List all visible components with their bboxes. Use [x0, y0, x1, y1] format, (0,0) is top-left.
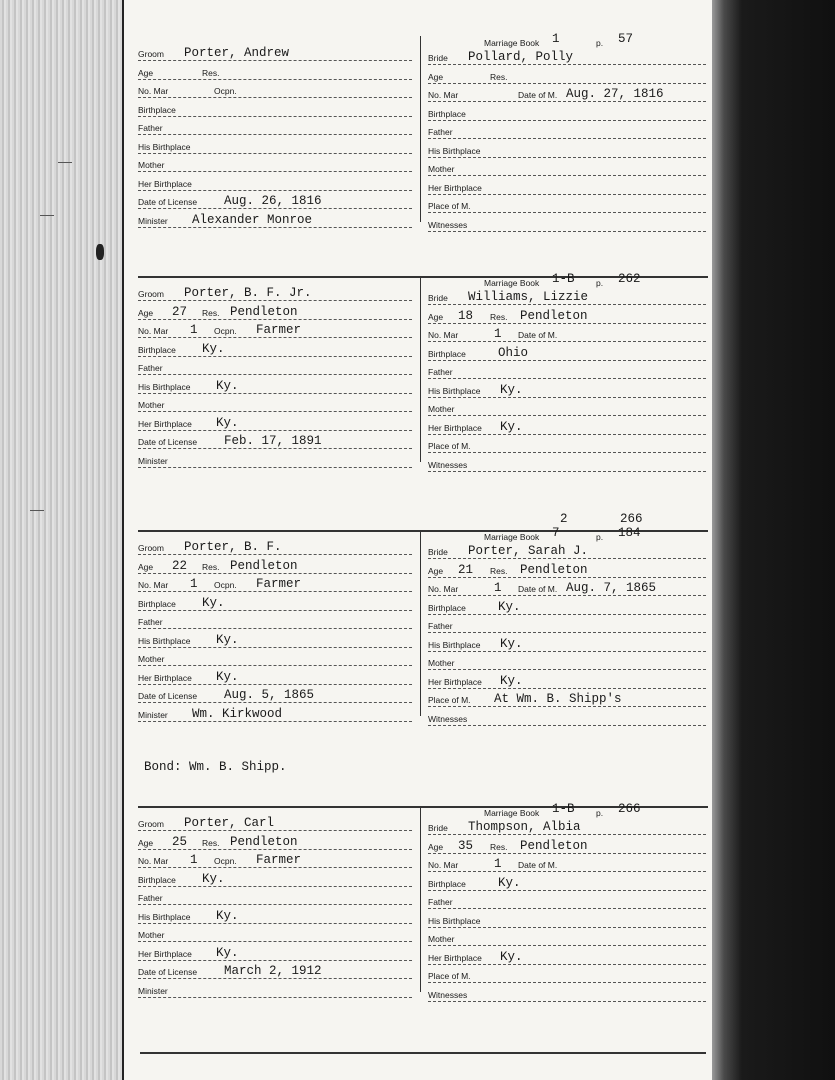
groom-father-field	[138, 360, 412, 375]
bride-father-field-label: Father	[428, 621, 453, 631]
bride-name-field-value: Pollard, Polly	[468, 50, 574, 64]
bride-date-of-m-label: Date of M.	[518, 584, 558, 594]
marriage-book-ref	[484, 808, 539, 818]
groom-birthplace-field-value: Ky.	[202, 871, 225, 886]
bride-witnesses-field-label: Witnesses	[428, 713, 468, 724]
bride-her-birthplace-field	[428, 674, 706, 689]
bride-name-field-label: Bride	[428, 293, 448, 303]
groom-his-birthplace-field-value: Ky.	[216, 908, 239, 923]
bride-name-field-value: Williams, Lizzie	[468, 290, 589, 304]
groom-her-birthplace-field	[138, 946, 412, 961]
groom-father-field-label: Father	[138, 893, 163, 903]
bride-birthplace-field-label: Birthplace	[428, 348, 466, 359]
bride-place-of-m-field-label: Place of M.	[428, 201, 471, 211]
groom-no-mar-field-label: No. Mar	[138, 326, 169, 336]
bride-no-mar-field-label: No. Mar	[428, 90, 459, 100]
bride-his-birthplace-field-label: His Birthplace	[428, 145, 481, 156]
groom-father-field-label: Father	[138, 123, 163, 133]
page-label: p.	[596, 532, 604, 542]
bride-birthplace-field-label: Birthplace	[428, 602, 466, 613]
bride-name-field	[428, 290, 706, 305]
groom-date-of-license-field-label: Date of License	[138, 967, 198, 977]
page-label: p.	[596, 278, 604, 288]
groom-her-birthplace-field-label: Her Birthplace	[138, 418, 192, 429]
groom-her-birthplace-field	[138, 176, 412, 191]
groom-name-field-label: Groom	[138, 819, 164, 829]
groom-his-birthplace-field-label: His Birthplace	[138, 911, 191, 922]
bride-age-field-label: Age	[428, 841, 444, 852]
bride-her-birthplace-field	[428, 420, 706, 435]
groom-his-birthplace-field-value: Ky.	[216, 632, 239, 647]
groom-date-of-license-field-label: Date of License	[138, 437, 198, 447]
groom-date-of-license-field-value: Feb. 17, 1891	[224, 434, 322, 448]
bride-mother-field-label: Mother	[428, 164, 455, 174]
bride-witnesses-field	[428, 217, 706, 232]
groom-name-field-value: Porter, Andrew	[184, 46, 290, 60]
bride-res-value: Pendleton	[520, 838, 588, 853]
groom-res-value: Pendleton	[230, 834, 298, 849]
bride-his-birthplace-field-label: His Birthplace	[428, 385, 481, 396]
card-divider	[420, 530, 421, 716]
marriage-book-label: Marriage Book	[484, 808, 540, 818]
groom-birthplace-field	[138, 342, 412, 357]
bride-name-field	[428, 820, 706, 835]
bride-father-field-label: Father	[428, 127, 453, 137]
bride-age-field	[428, 309, 706, 324]
groom-no-mar-field-label: No. Mar	[138, 86, 169, 96]
bride-date-of-m-value: Aug. 27, 1816	[566, 87, 664, 101]
groom-age-field	[138, 835, 412, 850]
groom-birthplace-field	[138, 596, 412, 611]
groom-birthplace-field-label: Birthplace	[138, 874, 176, 885]
groom-birthplace-field	[138, 872, 412, 887]
groom-his-birthplace-field	[138, 139, 412, 154]
groom-mother-field	[138, 651, 412, 666]
bride-witnesses-field	[428, 711, 706, 726]
groom-her-birthplace-field	[138, 670, 412, 685]
marriage-record-card	[138, 512, 710, 730]
groom-name-field	[138, 286, 412, 301]
bride-her-birthplace-field-label: Her Birthplace	[428, 422, 482, 433]
bride-age-field	[428, 563, 706, 578]
bride-date-of-m-value: Aug. 7, 1865	[566, 581, 657, 595]
bride-witnesses-field	[428, 987, 706, 1002]
bride-her-birthplace-field-label: Her Birthplace	[428, 952, 482, 963]
bride-name-field-value: Thompson, Albia	[468, 820, 581, 834]
groom-father-field	[138, 120, 412, 135]
groom-birthplace-field-label: Birthplace	[138, 598, 176, 609]
bride-place-of-m-field-value: At Wm. B. Shipp's	[494, 692, 622, 706]
bride-place-of-m-field	[428, 692, 706, 707]
bride-place-of-m-field-label: Place of M.	[428, 695, 471, 705]
marriage-book-label: Marriage Book	[484, 278, 540, 288]
bride-res-label: Res.	[490, 565, 508, 576]
groom-res-label: Res.	[202, 561, 220, 572]
groom-mother-field-label: Mother	[138, 160, 165, 170]
margin-mark	[30, 510, 44, 511]
bride-father-field	[428, 124, 706, 139]
card-divider	[420, 276, 421, 462]
bride-date-of-m-label: Date of M.	[518, 330, 558, 340]
groom-no-mar-field-value: 1	[190, 577, 198, 591]
bride-her-birthplace-field-value: Ky.	[500, 673, 523, 688]
groom-mother-field-label: Mother	[138, 930, 165, 940]
margin-mark	[58, 162, 72, 163]
page-label: p.	[596, 38, 604, 48]
bride-his-birthplace-field	[428, 637, 706, 652]
marriage-book-number: 1-B	[552, 272, 575, 286]
bride-no-mar-field-label: No. Mar	[428, 330, 459, 340]
bride-birthplace-field	[428, 346, 706, 361]
bride-age-field-value: 18	[458, 308, 474, 323]
groom-birthplace-field	[138, 102, 412, 117]
groom-age-field-label: Age	[138, 837, 154, 848]
bond-note: Bond: Wm. B. Shipp.	[144, 760, 287, 774]
marriage-book-ref	[484, 278, 539, 288]
bride-father-field-label: Father	[428, 897, 453, 907]
marriage-book-label: Marriage Book	[484, 38, 540, 48]
bride-place-of-m-field-label: Place of M.	[428, 971, 471, 981]
groom-age-field-value: 22	[172, 558, 188, 573]
groom-res-value: Pendleton	[230, 304, 298, 319]
groom-date-of-license-field-label: Date of License	[138, 197, 198, 207]
bride-no-mar-field-label: No. Mar	[428, 584, 459, 594]
groom-age-field	[138, 65, 412, 80]
groom-minister-field	[138, 213, 412, 228]
bride-birthplace-field-label: Birthplace	[428, 108, 466, 119]
groom-mother-field-label: Mother	[138, 400, 165, 410]
page-number: 57	[618, 32, 634, 46]
groom-father-field-label: Father	[138, 363, 163, 373]
bride-birthplace-field	[428, 106, 706, 121]
groom-date-of-license-field	[138, 688, 412, 703]
groom-father-field	[138, 890, 412, 905]
bride-birthplace-field-value: Ky.	[498, 599, 521, 614]
bride-his-birthplace-field	[428, 383, 706, 398]
groom-his-birthplace-field-label: His Birthplace	[138, 141, 191, 152]
groom-date-of-license-field-value: Aug. 26, 1816	[224, 194, 322, 208]
bride-father-field-label: Father	[428, 367, 453, 377]
bride-mother-field	[428, 931, 706, 946]
groom-ocpn-label: Ocpn.	[214, 856, 237, 866]
groom-her-birthplace-field-value: Ky.	[216, 669, 239, 684]
bride-her-birthplace-field	[428, 950, 706, 965]
bride-no-mar-field-value: 1	[494, 327, 502, 341]
bride-father-field	[428, 364, 706, 379]
groom-name-field	[138, 540, 412, 555]
groom-date-of-license-field	[138, 964, 412, 979]
groom-age-field-label: Age	[138, 561, 154, 572]
groom-ocpn-label: Ocpn.	[214, 86, 237, 96]
groom-res-label: Res.	[202, 837, 220, 848]
bride-his-birthplace-field	[428, 143, 706, 158]
groom-her-birthplace-field-value: Ky.	[216, 415, 239, 430]
bride-name-field-label: Bride	[428, 53, 448, 63]
groom-mother-field-label: Mother	[138, 654, 165, 664]
bride-father-field	[428, 618, 706, 633]
bride-her-birthplace-field-value: Ky.	[500, 949, 523, 964]
groom-mother-field	[138, 927, 412, 942]
groom-her-birthplace-field	[138, 416, 412, 431]
groom-his-birthplace-field-value: Ky.	[216, 378, 239, 393]
bride-age-field-value: 35	[458, 838, 474, 853]
card-divider	[420, 36, 421, 222]
bride-witnesses-field-label: Witnesses	[428, 459, 468, 470]
marriage-book-number: 1-B	[552, 802, 575, 816]
margin-mark	[40, 215, 54, 216]
groom-birthplace-field-label: Birthplace	[138, 344, 176, 355]
bride-witnesses-field	[428, 457, 706, 472]
groom-his-birthplace-field	[138, 909, 412, 924]
bride-birthplace-field	[428, 876, 706, 891]
groom-father-field	[138, 614, 412, 629]
bride-her-birthplace-field	[428, 180, 706, 195]
bride-birthplace-field-value: Ky.	[498, 875, 521, 890]
groom-minister-field-label: Minister	[138, 709, 168, 720]
groom-her-birthplace-field-label: Her Birthplace	[138, 948, 192, 959]
groom-ocpn-label: Ocpn.	[214, 326, 237, 336]
bride-res-value: Pendleton	[520, 308, 588, 323]
bride-res-label: Res.	[490, 71, 508, 82]
groom-name-field-label: Groom	[138, 543, 164, 553]
groom-res-value: Pendleton	[230, 558, 298, 573]
groom-date-of-license-field-label: Date of License	[138, 691, 198, 701]
groom-minister-field-label: Minister	[138, 985, 168, 996]
bride-mother-field	[428, 655, 706, 670]
groom-his-birthplace-field	[138, 379, 412, 394]
bride-her-birthplace-field-value: Ky.	[500, 419, 523, 434]
bride-name-field-label: Bride	[428, 547, 448, 557]
groom-name-field-value: Porter, Carl	[184, 816, 275, 830]
bride-place-of-m-field	[428, 968, 706, 983]
groom-res-label: Res.	[202, 307, 220, 318]
groom-his-birthplace-field	[138, 633, 412, 648]
groom-age-field	[138, 305, 412, 320]
groom-name-field-label: Groom	[138, 289, 164, 299]
bride-her-birthplace-field-label: Her Birthplace	[428, 676, 482, 687]
groom-no-mar-field-value: 1	[190, 323, 198, 337]
ink-blot	[96, 244, 104, 260]
bride-no-mar-field-label: No. Mar	[428, 860, 459, 870]
bride-name-field-value: Porter, Sarah J.	[468, 544, 589, 558]
groom-no-mar-field-label: No. Mar	[138, 580, 169, 590]
groom-minister-field-label: Minister	[138, 215, 168, 226]
groom-age-field-label: Age	[138, 67, 154, 78]
marriage-book-ref	[484, 532, 539, 542]
groom-age-field-value: 25	[172, 834, 188, 849]
bride-mother-field	[428, 401, 706, 416]
marriage-book-ref	[484, 38, 539, 48]
marriage-book-alt-number: 2	[560, 512, 568, 526]
bride-birthplace-field	[428, 600, 706, 615]
groom-minister-field	[138, 707, 412, 722]
bride-age-field	[428, 69, 706, 84]
bride-birthplace-field-label: Birthplace	[428, 878, 466, 889]
bride-res-label: Res.	[490, 311, 508, 322]
groom-ocpn-value: Farmer	[256, 323, 302, 337]
bride-no-mar-field-value: 1	[494, 857, 502, 871]
bride-no-mar-field	[428, 327, 706, 342]
groom-ocpn-value: Farmer	[256, 577, 302, 591]
groom-age-field-value: 27	[172, 304, 188, 319]
marriage-record-card	[138, 32, 710, 236]
groom-her-birthplace-field-value: Ky.	[216, 945, 239, 960]
groom-date-of-license-field	[138, 194, 412, 209]
bride-witnesses-field-label: Witnesses	[428, 219, 468, 230]
groom-minister-field	[138, 453, 412, 468]
groom-minister-field-value: Alexander Monroe	[192, 212, 313, 227]
bride-place-of-m-field	[428, 438, 706, 453]
page-number: 184	[618, 526, 641, 540]
groom-date-of-license-field-value: Aug. 5, 1865	[224, 688, 315, 702]
bride-age-field-label: Age	[428, 71, 444, 82]
bride-date-of-m-label: Date of M.	[518, 860, 558, 870]
bride-father-field	[428, 894, 706, 909]
marriage-book-number: 1	[552, 32, 560, 46]
bride-no-mar-field	[428, 581, 706, 596]
card-divider	[420, 806, 421, 992]
marriage-book-label: Marriage Book	[484, 532, 540, 542]
groom-ocpn-label: Ocpn.	[214, 580, 237, 590]
groom-minister-field-label: Minister	[138, 455, 168, 466]
groom-her-birthplace-field-label: Her Birthplace	[138, 672, 192, 683]
bride-place-of-m-field	[428, 198, 706, 213]
groom-name-field-value: Porter, B. F.	[184, 540, 282, 554]
groom-birthplace-field-value: Ky.	[202, 595, 225, 610]
bride-his-birthplace-field	[428, 913, 706, 928]
groom-date-of-license-field-value: March 2, 1912	[224, 964, 322, 978]
bride-his-birthplace-field-value: Ky.	[500, 382, 523, 397]
bride-mother-field-label: Mother	[428, 934, 455, 944]
bride-age-field-label: Age	[428, 311, 444, 322]
groom-name-field-label: Groom	[138, 49, 164, 59]
bride-his-birthplace-field-value: Ky.	[500, 636, 523, 651]
groom-mother-field	[138, 157, 412, 172]
bride-date-of-m-label: Date of M.	[518, 90, 558, 100]
groom-her-birthplace-field-label: Her Birthplace	[138, 178, 192, 189]
groom-his-birthplace-field-label: His Birthplace	[138, 381, 191, 392]
bride-name-field	[428, 544, 706, 559]
groom-no-mar-field	[138, 83, 412, 98]
groom-father-field-label: Father	[138, 617, 163, 627]
groom-res-label: Res.	[202, 67, 220, 78]
bride-mother-field	[428, 161, 706, 176]
groom-birthplace-field-value: Ky.	[202, 341, 225, 356]
bride-place-of-m-field-label: Place of M.	[428, 441, 471, 451]
page-number: 266	[618, 802, 641, 816]
bride-age-field-value: 21	[458, 562, 474, 577]
scan-margin-right	[712, 0, 835, 1080]
page-label: p.	[596, 808, 604, 818]
marriage-record-card	[138, 802, 710, 1006]
bride-witnesses-field-label: Witnesses	[428, 989, 468, 1000]
page-alt-number: 266	[620, 512, 643, 526]
bride-her-birthplace-field-label: Her Birthplace	[428, 182, 482, 193]
groom-no-mar-field-label: No. Mar	[138, 856, 169, 866]
bride-his-birthplace-field-label: His Birthplace	[428, 915, 481, 926]
groom-his-birthplace-field-label: His Birthplace	[138, 635, 191, 646]
groom-name-field-value: Porter, B. F. Jr.	[184, 286, 312, 300]
bride-age-field-label: Age	[428, 565, 444, 576]
bride-his-birthplace-field-label: His Birthplace	[428, 639, 481, 650]
groom-no-mar-field	[138, 853, 412, 868]
groom-name-field	[138, 46, 412, 61]
groom-minister-field	[138, 983, 412, 998]
page-number: 262	[618, 272, 641, 286]
groom-age-field	[138, 559, 412, 574]
groom-age-field-label: Age	[138, 307, 154, 318]
bride-birthplace-field-value: Ohio	[498, 345, 529, 360]
page-bottom-rule	[140, 1052, 706, 1054]
bride-res-value: Pendleton	[520, 562, 588, 577]
groom-birthplace-field-label: Birthplace	[138, 104, 176, 115]
groom-no-mar-field-value: 1	[190, 853, 198, 867]
groom-ocpn-value: Farmer	[256, 853, 302, 867]
groom-name-field	[138, 816, 412, 831]
bride-mother-field-label: Mother	[428, 404, 455, 414]
bride-no-mar-field	[428, 857, 706, 872]
bride-mother-field-label: Mother	[428, 658, 455, 668]
bride-res-label: Res.	[490, 841, 508, 852]
groom-minister-field-value: Wm. Kirkwood	[192, 706, 283, 721]
bride-no-mar-field	[428, 87, 706, 102]
groom-mother-field	[138, 397, 412, 412]
bride-name-field-label: Bride	[428, 823, 448, 833]
groom-no-mar-field	[138, 323, 412, 338]
groom-no-mar-field	[138, 577, 412, 592]
marriage-record-card	[138, 272, 710, 476]
bride-name-field	[428, 50, 706, 65]
bride-age-field	[428, 839, 706, 854]
marriage-book-number: 7	[552, 526, 560, 540]
bride-no-mar-field-value: 1	[494, 581, 502, 595]
groom-date-of-license-field	[138, 434, 412, 449]
